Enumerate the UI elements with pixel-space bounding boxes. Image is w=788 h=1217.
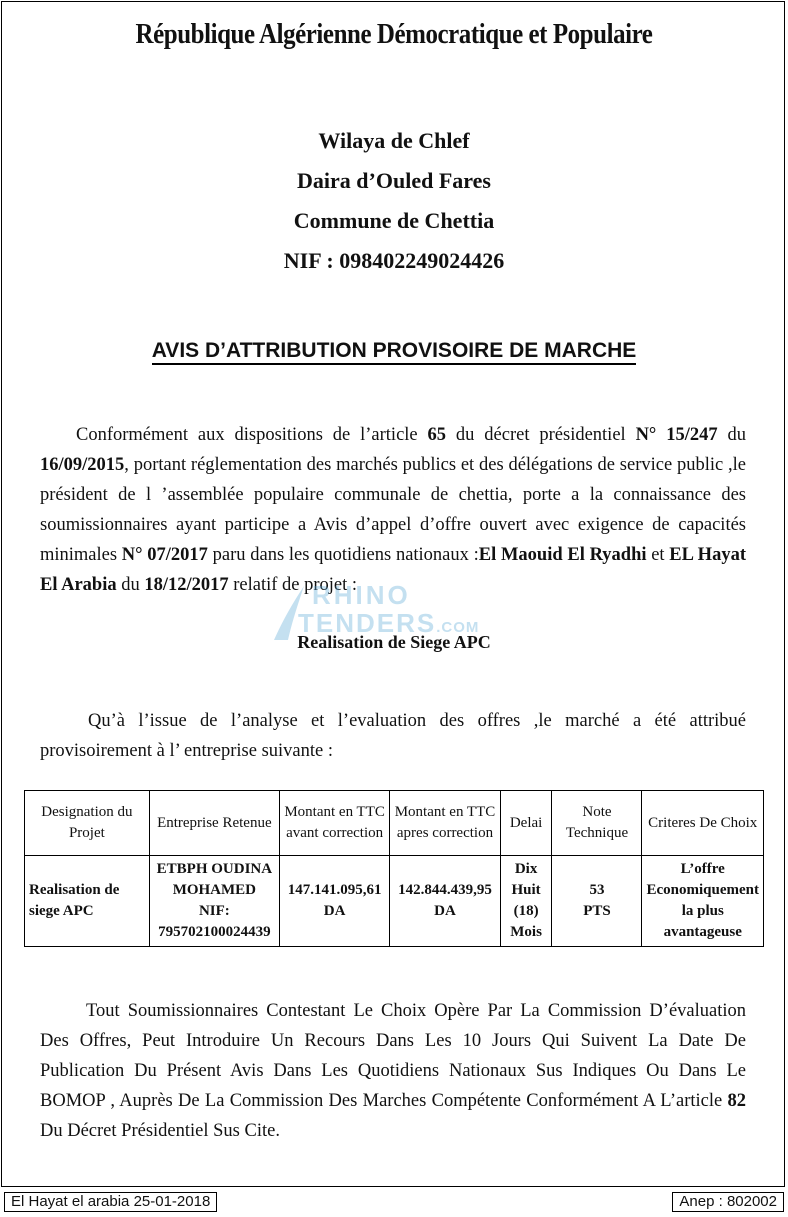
table-row	[25, 856, 764, 947]
header-amount-after: Montant en TTC apres correction	[390, 791, 500, 856]
table-header-row	[25, 791, 764, 856]
newspaper-2: EL Hayat El Arabia	[40, 545, 746, 595]
footer-source: El Hayat el arabia 25-01-2018	[4, 1192, 217, 1212]
newspaper-1: El Maouid El Ryadhi	[478, 545, 647, 565]
legal-basis-paragraph: Conformément aux dispositions de l’article 65 du décret présidentiel N° 15/247 du 16/09/2015, portant réglementation des marchés publics et des délégations de service public ,le président de l ’assemblée populaire communale de chettia, porte a la connaissance des soumissionnaires ayant participe a Avis d’appel d’offre ouvert avec exigence de capacités minimales N° 07/2017 paru dans les quotidiens nationaux :El Maouid El Ryadhi et EL Hayat El Arabia du 18/12/2017 relatif de projet :	[40, 425, 746, 595]
republic-title: République Algérienne Démocratique et Populaire	[135, 18, 653, 50]
header-company: Entreprise Retenue	[149, 791, 279, 856]
publication-date: 18/12/2017	[144, 575, 229, 595]
project-name: Realisation de Siege APC	[297, 632, 491, 652]
rhino-tenders-watermark: RHINO TENDERS.COM	[268, 580, 528, 644]
cell-project: Realisation de siege APC	[25, 856, 150, 947]
cell-delay: Dix Huit (18) Mois	[500, 856, 552, 947]
nif-line: NIF : 098402249024426	[283, 248, 505, 273]
appeal-paragraph: Tout Soumissionnaires Contestant Le Choix Opère Par La Commission D’évaluation Des Offres, Peut Introduire Un Recours Dans Les 10 Jours Qui Suivent La Date De Publication Du Présent Avis Dans Les Quotidiens Nationaux Sus Indiques Ou Dans Le BOMOP , Auprès De La Commission Des Marches Compétente Conformément A L’article 82 Du Décret Présidentiel Sus Cite.	[40, 1001, 746, 1141]
header-designation: Designation du Projet	[25, 791, 150, 856]
decree-number: N° 15/247	[635, 425, 718, 445]
cell-criteria: L’offre Economiquement la plus avantageuse	[642, 856, 764, 947]
award-table	[24, 790, 764, 947]
notice-title: AVIS D’ATTRIBUTION PROVISOIRE DE MARCHE	[0, 339, 788, 363]
award-intro-paragraph: Qu’à l’issue de l’analyse et l’evaluation des offres ,le marché a été attribué provisoirement à l’ entreprise suivante :	[40, 711, 746, 761]
cell-amount-after: 142.844.439,95 DA	[390, 856, 500, 947]
header-amount-before: Montant en TTC avant correction	[279, 791, 389, 856]
header-criteria: Criteres De Choix	[642, 791, 764, 856]
cell-amount-before: 147.141.095,61 DA	[279, 856, 389, 947]
wilaya-line: Wilaya de Chlef	[318, 128, 470, 153]
decree-date: 16/09/2015	[40, 455, 125, 475]
article-number: 65	[427, 425, 447, 445]
footer-anep: Anep : 802002	[672, 1192, 784, 1212]
tender-number: N° 07/2017	[121, 545, 208, 565]
cell-score: 53 PTS	[552, 856, 642, 947]
daira-line: Daira d’Ouled Fares	[297, 168, 491, 193]
commune-line: Commune de Chettia	[293, 208, 495, 233]
header-score: Note Technique	[552, 791, 642, 856]
cell-company: ETBPH OUDINA MOHAMED NIF: 795702100024439	[149, 856, 279, 947]
appeal-article-number: 82	[727, 1091, 746, 1111]
header-delay: Delai	[500, 791, 552, 856]
